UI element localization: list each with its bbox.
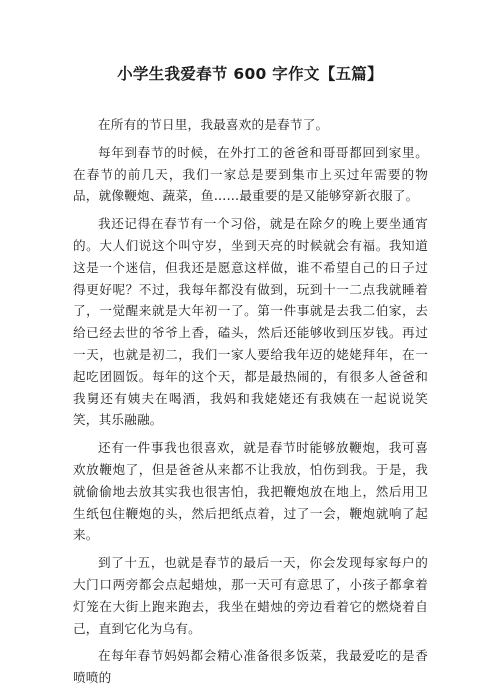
paragraph: 还有一件事我也很喜欢，就是春节时能够放鞭炮，我可喜欢放鞭炮了，但是爸爸从来都不让我放，怕伤到我。于是，我就偷偷地去放其实我也很害怕，我把鞭炮放在地上，然后用卫生纸包住鞭炮的头，然后把纸点着，过了一会，鞭炮就响了起来。 [73, 440, 428, 543]
paragraph: 到了十五，也就是春节的最后一天，你会发现每家每户的大门口两旁都会点起蜡烛，那一天可有意思了，小孩子都拿着灯笼在大街上跑来跑去，我坐在蜡烛的旁边看着它的燃烧着自己，直到它化为乌有。 [73, 555, 428, 636]
paragraph: 我还记得在春节有一个习俗，就是在除夕的晚上要坐通宵的。大人们说这个叫守岁，坐到天亮的时候就会有福。我知道这是一个迷信，但我还是愿意这样做，谁不希望自己的日子过得更好呢？不过，我每年都没有做到，玩到十一二点我就睡着了，一觉醒来就是大年初一了。第一件事就是去我二伯家，去给已经去世的爷爷上香，磕头，然后还能够收到压岁钱。再过一天，也就是初二，我们一家人要给我年迈的姥姥拜年，在一起吃团圆饭。每年的这个天，都是最热闹的，有很多人爸爸和我舅还有姨夫在喝酒，我妈和我姥姥还有我姨在一起说说笑笑，其乐融融。 [73, 216, 428, 428]
document-title: 小学生我爱春节 600 字作文【五篇】 [117, 65, 383, 83]
paragraph: 在所有的节日里，我最喜欢的是春节了。 [98, 117, 329, 132]
document-body [73, 114, 428, 695]
paragraph: 每年到春节的时候，在外打工的爸爸和哥哥都回到家里。在春节的前几天，我们一家总是要到集市上买过年需要的物品，就像鞭炮、蔬菜，鱼……最重要的是又能够穿新衣服了。 [73, 144, 428, 204]
paragraph: 在每年春节妈妈都会精心准备很多饭菜，我最爱吃的是香喷喷的 [73, 648, 428, 686]
